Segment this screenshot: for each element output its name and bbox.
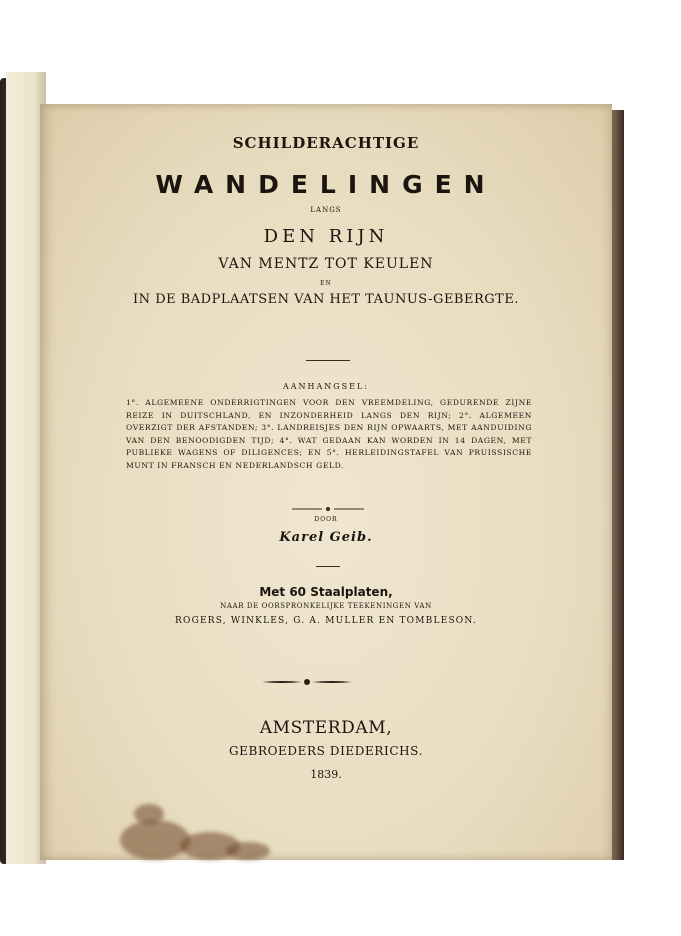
title-line-2: WANDELINGEN [155, 170, 497, 199]
title-region: IN DE BADPLAATSEN VAN HET TAUNUS-GEBERGTE. [133, 292, 519, 307]
after-drawings-line: NAAR DE OORSPRONKELIJKE TEEKENINGEN VAN [220, 602, 432, 610]
large-ornament-divider [262, 678, 352, 686]
title-en: EN [320, 280, 332, 287]
publisher-name: GEBROEDERS DIEDERICHS. [229, 744, 423, 758]
small-ornament-divider [292, 506, 364, 512]
book [0, 70, 628, 870]
author-name: Karel Geib. [279, 530, 373, 545]
artists-line: ROGERS, WINKLES, G. A. MULLER EN TOMBLESON. [175, 616, 477, 626]
title-line-1: SCHILDERACHTIGE [232, 134, 420, 152]
water-stain [134, 804, 164, 824]
title-langs: LANGS [310, 206, 342, 214]
publisher-city: AMSTERDAM, [259, 718, 393, 738]
water-stain [226, 842, 270, 860]
publication-year: 1839. [310, 768, 342, 781]
title-river: DEN RIJN [263, 226, 389, 247]
title-route: VAN MENTZ TOT KEULEN [218, 256, 434, 272]
appendix-text: 1°. ALGEMEENE ONDERRIGTINGEN VOOR DEN VREEMDELING, GEDURENDE ZIJNE REIZE IN DUITSCHLAND, EN INZONDERHEID LANGS DEN RIJN; 2°. ALGEMEEN OVERZIGT DER AFSTANDEN; 3°. LANDREISJES DEN RIJN OPWAARTS, MET AANDUIDING VAN DEN BENOODIGDEN TIJD; 4°. WAT GEDAAN KAN WORDEN IN 14 DAGEN, MET PUBLIEKE WAGENS OF DILIGENCES; EN 5°. HERLEIDINGSTAFEL VAN PRUISSISCHE MUNT IN FRANSCH EN NEDERLANDSCH GELD. [126, 398, 532, 470]
title-page [40, 104, 612, 860]
water-stain [120, 820, 190, 860]
divider-rule-1 [306, 360, 350, 361]
appendix-title: AANHANGSEL: [282, 382, 370, 391]
divider-rule-2 [316, 566, 340, 567]
plates-line: Met 60 Staalplaten, [259, 585, 393, 599]
byline-door: DOOR [314, 516, 338, 523]
